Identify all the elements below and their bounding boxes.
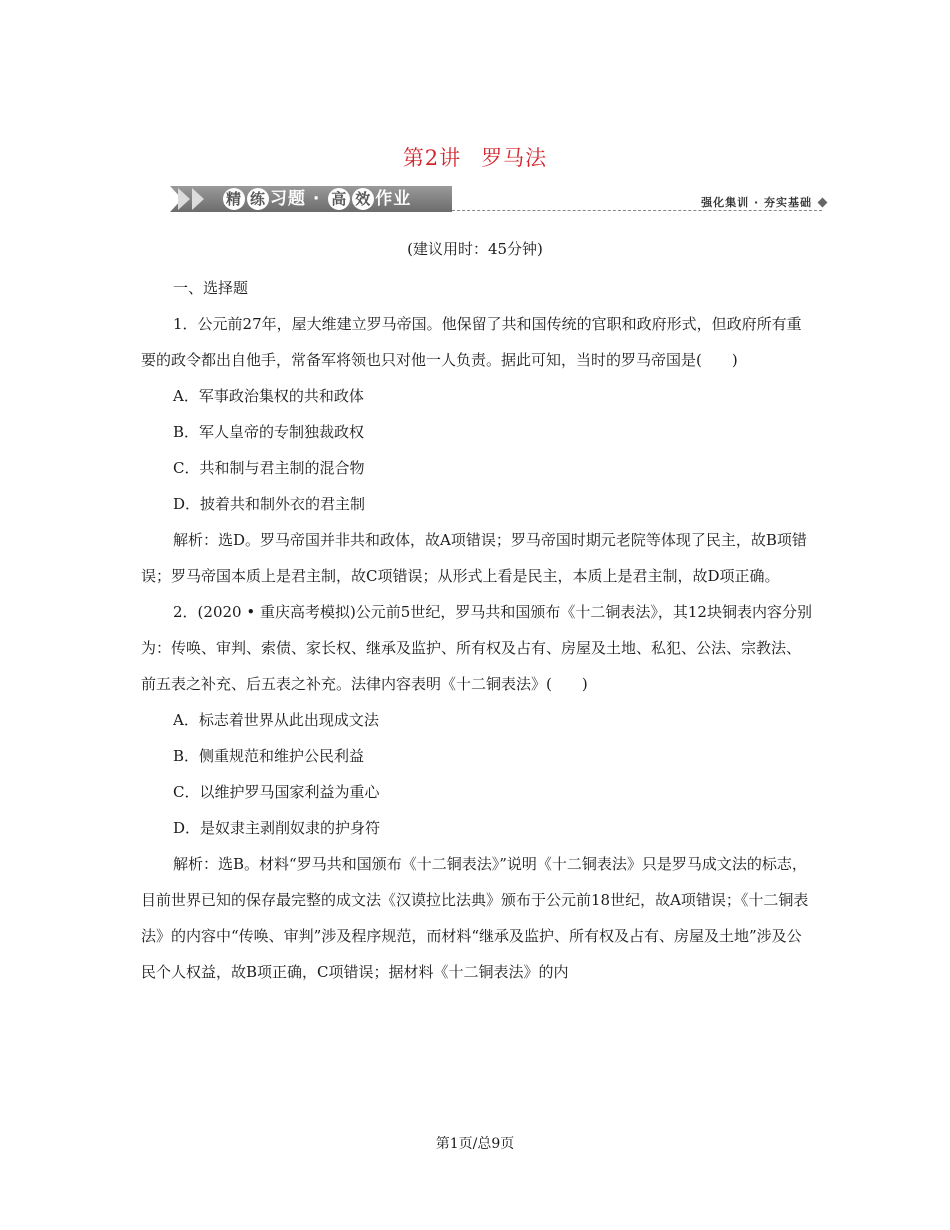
banner-text-1: 习题 · [270, 189, 328, 209]
banner-char: 效 [352, 188, 374, 210]
question-2-option-a: A．标志着世界从此出现成文法 [173, 711, 379, 729]
question-1-option-c: C．共和制与君主制的混合物 [173, 459, 365, 477]
section-banner [170, 182, 830, 216]
chevron-right-icon [178, 188, 190, 210]
question-2-stem: 2．(2020 • 重庆高考模拟)公元前5世纪，罗马共和国颁布《十二铜表法》，其12块铜表内容分别为：传唤、审判、索债、家长权、继承及监护、所有权及占有、房屋及土地、私犯、公法、宗教法、前五表之补充、后五表之补充。法律内容表明《十二铜表法》( ) [141, 603, 812, 693]
question-2-analysis: 解析：选B。材料“罗马共和国颁布《十二铜表法》”说明《十二铜表法》只是罗马成文法的标志，目前世界已知的保存最完整的成文法《汉谟拉比法典》颁布于公元前18世纪，故A项错误；《十二铜表法》的内容中“传唤、审判”涉及程序规范，而材料“继承及监护、所有权及占有、房屋及土地”涉及公民个人权益，故B项正确，C项错误；据材料《十二铜表法》的内 [141, 855, 809, 981]
lesson-name: 罗马法 [481, 146, 548, 170]
question-list [141, 270, 815, 990]
banner-char: 精 [223, 188, 245, 210]
question-1-option-d: D．披着共和制外衣的君主制 [173, 495, 366, 513]
question-2-option-b: B．侧重规范和维护公民利益 [173, 747, 365, 765]
question-1-analysis: 解析：选D。罗马帝国并非共和政体，故A项错误；罗马帝国时期元老院等体现了民主，故B项错误；罗马帝国本质上是君主制，故C项错误；从形式上看是民主，本质上是君主制，故D项正确。 [141, 531, 807, 585]
banner-char: 练 [247, 188, 269, 210]
question-2-option-d: D．是奴隶主剥削奴隶的护身符 [173, 819, 381, 837]
banner-label [222, 186, 411, 212]
lesson-number: 第2讲 [402, 146, 462, 170]
question-1-stem: 1．公元前27年，屋大维建立罗马帝国。他保留了共和国传统的官职和政府形式，但政府所有重要的政令都出自他手，常备军将领也只对他一人负责。据此可知，当时的罗马帝国是( ) [141, 315, 802, 369]
banner-divider [452, 210, 822, 211]
question-1-option-b: B．军人皇帝的专制独裁政权 [173, 423, 365, 441]
suggested-duration: (建议用时：45分钟) [407, 240, 543, 258]
banner-char: 高 [328, 188, 350, 210]
question-1-option-a: A．军事政治集权的共和政体 [173, 387, 364, 405]
page-footer: 第1页/总9页 [435, 1136, 515, 1152]
banner-subtitle: 强化集训 · 夯实基础 [701, 196, 812, 209]
section-title: 一、选择题 [173, 279, 249, 297]
diamond-icon [818, 198, 828, 208]
chevron-right-icon [192, 188, 204, 210]
question-2-option-c: C．以维护罗马国家利益为重心 [173, 783, 380, 801]
page-title [0, 142, 950, 172]
banner-text-2: 作业 [375, 189, 412, 209]
